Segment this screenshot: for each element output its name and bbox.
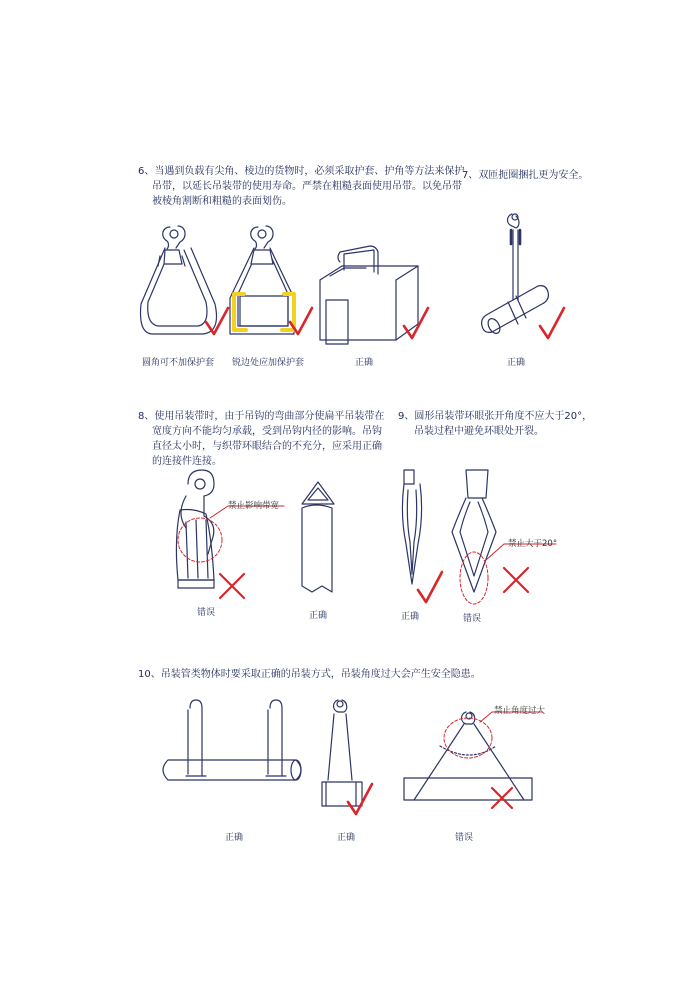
s8-fig2-link-correct: [302, 482, 334, 592]
s9-line-1: 9、圆形吊装带环眼张开角度不应大于20°，: [398, 411, 593, 422]
s8-line-3: 直径太小时，与织带环眼结合的不充分，应采用正确: [152, 441, 382, 452]
s7-title: 7、双匝扼圈捆扎更为安全。: [462, 170, 589, 181]
s6-fig1-rounded-sling: [141, 226, 217, 334]
s9-fig1-round-correct: [402, 470, 421, 584]
s10-caption-1: 正确: [224, 833, 243, 843]
s10-warning-label: 禁止角度过大: [494, 706, 546, 716]
s8-warning-label: 禁止影响带宽: [228, 501, 280, 511]
s10-fig1-two-slings: [163, 700, 301, 780]
cross-icon: [492, 788, 512, 808]
s6-line-1: 6、当遇到负载有尖角、棱边的货物时，必须采取护套、护角等方法来保护: [138, 166, 465, 177]
cross-icon: [504, 568, 528, 592]
cross-icon: [220, 574, 244, 598]
s6-line-2: 吊带，以延长吊装带的使用寿命。严禁在粗糙表面使用吊带。以免吊带: [152, 181, 462, 192]
s8-caption-2: 正确: [308, 611, 327, 621]
s7-fig-choker-hitch: [482, 214, 549, 335]
s8-fig1-hook-wrong: [176, 470, 214, 588]
s6-caption-2: 锐边处应加保护套: [231, 358, 304, 368]
s8-warning-circle: [178, 518, 222, 562]
s10-caption-2: 正确: [336, 833, 355, 843]
s8-caption-1: 错误: [196, 608, 215, 618]
s8-line-1: 8、使用吊装带时，由于吊钩的弯曲部分使扁平吊装带在: [138, 411, 385, 422]
check-icon: [206, 308, 228, 334]
s7-caption: 正确: [506, 358, 525, 368]
s6-fig2-protected-sling: [230, 226, 294, 334]
s9-fig2-round-wrong: [452, 470, 496, 592]
s9-line-2: 吊装过程中避免环眼处开裂。: [414, 426, 544, 437]
check-icon: [404, 308, 428, 338]
check-icon: [540, 308, 564, 338]
check-icon: [418, 572, 442, 602]
s9-caption-1: 正确: [400, 612, 419, 622]
s10-fig2-vertical-sling: [322, 700, 362, 806]
s10-fig3-wide-angle: [404, 712, 532, 800]
s9-caption-2: 错误: [462, 614, 481, 624]
s8-line-4: 的连接件连接。: [152, 456, 222, 467]
s9-warning-circle: [460, 552, 488, 604]
s6-line-3: 被棱角割断和粗糙的表面划伤。: [152, 196, 292, 207]
s6-fig3-sleeve-correct: [320, 246, 418, 344]
s9-warning-label: 禁止大于20°: [508, 539, 558, 549]
s8-line-2: 宽度方向不能均匀承载，受到吊钩内径的影响。吊钩: [152, 426, 382, 437]
s6-caption-1: 圆角可不加保护套: [141, 358, 214, 368]
s10-title: 10、吊装管类物体时要采取正确的吊装方式，吊装角度过大会产生安全隐患。: [138, 669, 481, 680]
s6-caption-3: 正确: [354, 358, 373, 368]
s10-caption-3: 错误: [454, 833, 473, 843]
check-icon: [348, 784, 372, 814]
